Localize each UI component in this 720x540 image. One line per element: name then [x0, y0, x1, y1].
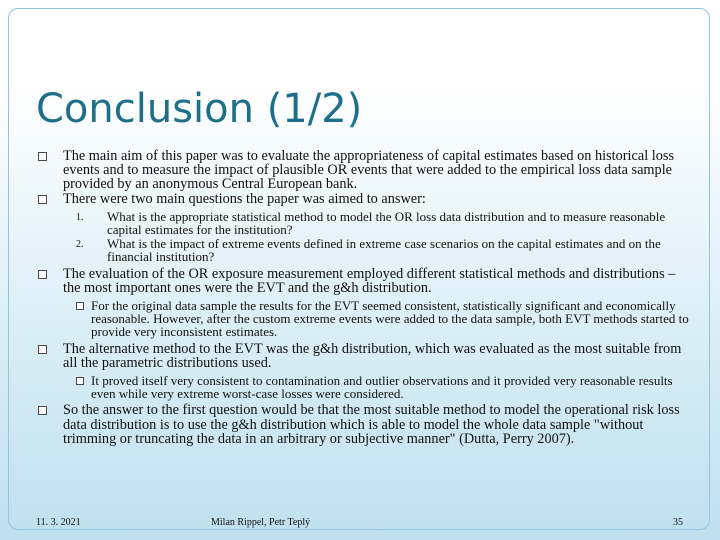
square-bullet-icon: [38, 195, 47, 204]
item-text: What is the impact of extreme events defined in extreme case scenarios on the capital estimates and on the financial institution?: [107, 236, 661, 265]
item-number: 2.: [76, 239, 84, 251]
bullet-text: The main aim of this paper was to evaluate the appropriateness of capital estimates based on historical loss events and to measure the impact of plausible OR events that were added to the empirical loss data sample provided by an anonymous Central European bank.: [63, 148, 675, 193]
sub-bullet-gh-consistency: [36, 372, 696, 401]
bullet-paper-aim: [36, 149, 696, 192]
bullet-text: The evaluation of the OR exposure measurement employed different statistical methods and distributions – the most important ones were the EVT and the g&h distribution.: [63, 266, 676, 297]
square-bullet-icon: [76, 302, 84, 310]
page-number: 35: [673, 517, 683, 528]
slide-title: Conclusion (1/2): [36, 86, 363, 132]
item-text: What is the appropriate statistical method to model the OR loss data distribution and to measure reasonable capital estimates for the institution?: [107, 208, 666, 237]
bullet-text: The alternative method to the EVT was the g&h distribution, which was evaluated as the most suitable from all the parametric distributions used.: [63, 340, 682, 371]
bullet-text: There were two main questions the paper was aimed to answer:: [63, 190, 426, 207]
square-bullet-icon: [38, 406, 47, 415]
square-bullet-icon: [38, 270, 47, 279]
sub-bullet-evt-results: [36, 300, 696, 338]
slide-content: [36, 149, 696, 446]
square-bullet-icon: [38, 152, 47, 161]
square-bullet-icon: [38, 345, 47, 354]
bullet-text: So the answer to the first question would be that the most suitable method to model the operational risk loss data distribution is to use the g&h distribution which is able to model the whole data sample "without trimming or truncating the data in an arbitrary or subjective manner" (Dutta, Perry 2007).: [63, 402, 680, 447]
numbered-item-question-2: [36, 238, 696, 264]
sub-bullet-text: It proved itself very consistent to contamination and outlier observations and it provided very reasonable results even while very extreme worst-case losses were considered.: [91, 372, 673, 401]
footer-date: 11. 3. 2021: [36, 517, 81, 528]
bullet-gh-distribution: [36, 342, 696, 370]
sub-bullet-text: For the original data sample the results for the EVT seemed consistent, statistically significant and economically reasonable. However, after the custom extreme events were added to the data sample, both EVT methods started to provide very inconsistent estimates.: [91, 298, 689, 339]
bullet-main-questions: [36, 192, 696, 206]
numbered-item-question-1: [36, 208, 696, 237]
bullet-evaluation: [36, 267, 696, 295]
footer-authors: Milan Rippel, Petr Teplý: [211, 517, 311, 528]
item-number: 1.: [76, 211, 84, 223]
bullet-answer: [36, 403, 696, 446]
square-bullet-icon: [76, 377, 84, 385]
